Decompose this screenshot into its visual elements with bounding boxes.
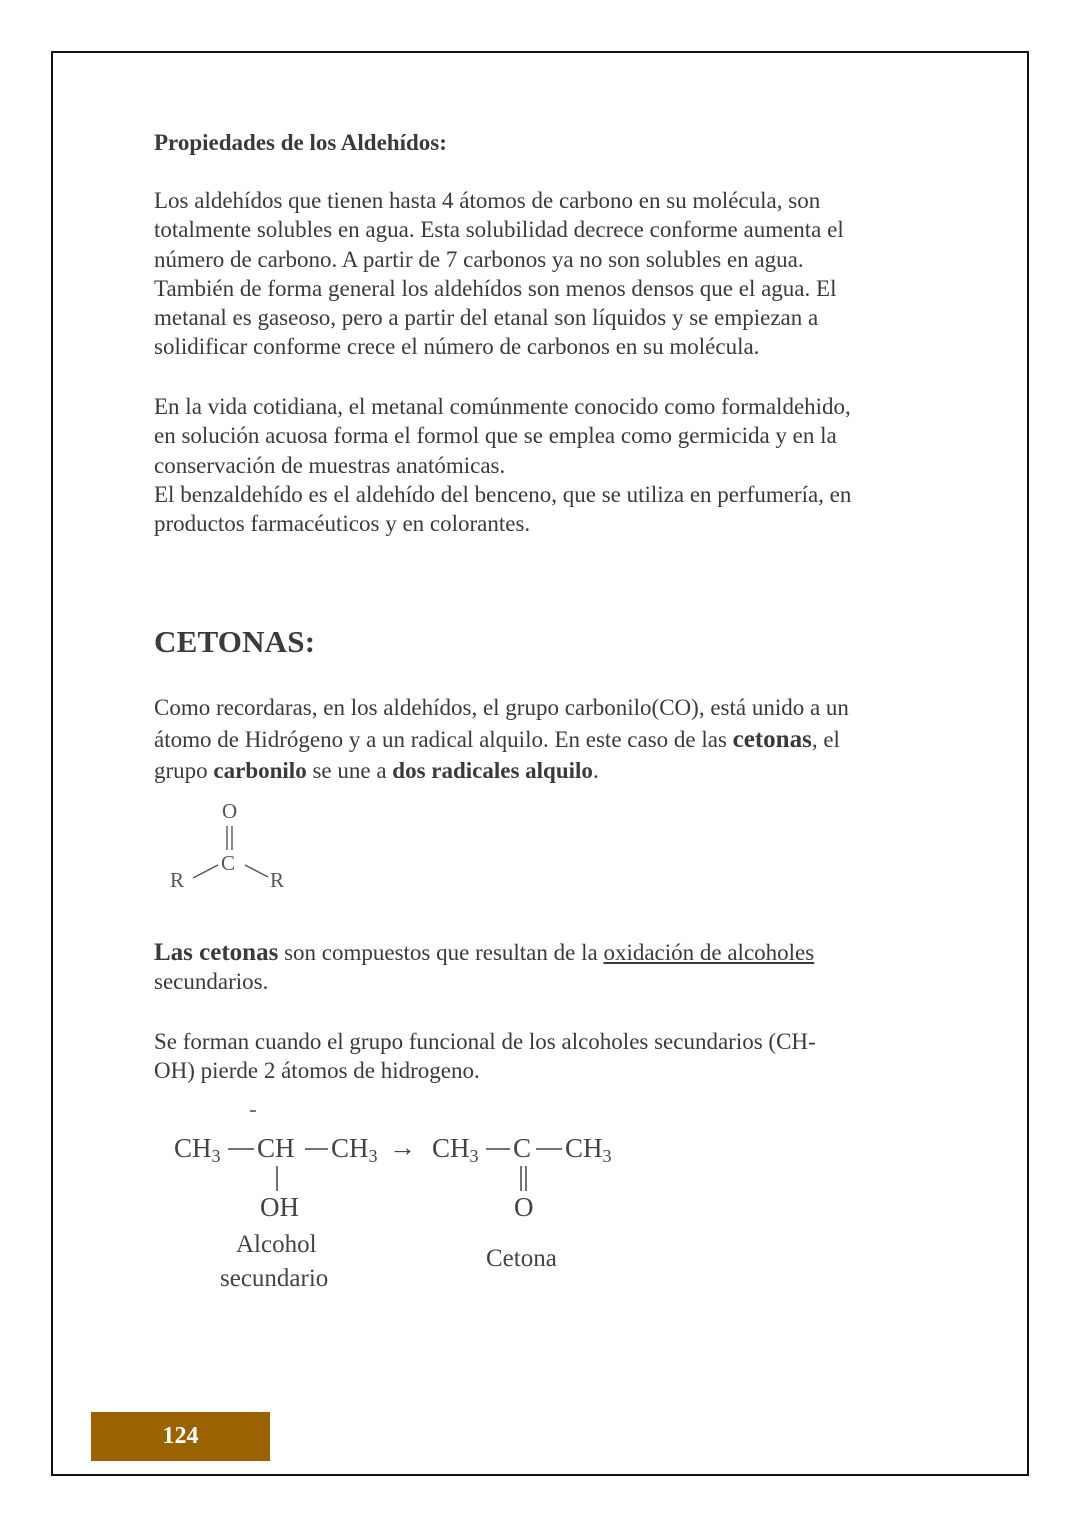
bold-term-dos-radicales: dos radicales alquilo [392, 758, 593, 783]
alcohol-label-line2: secundario [220, 1265, 329, 1292]
text-line: Los aldehídos que tienen hasta 4 átomos de carbono en su molécula, son [154, 188, 821, 213]
text-fragment: . [592, 758, 599, 783]
text-line: Se forman cuando el grupo funcional de los alcoholes secundarios (CH- [154, 1029, 816, 1054]
text-fragment: , el [811, 726, 840, 752]
aldehydes-properties-paragraph [154, 186, 844, 362]
text-line: en solución acuosa forma el formol que se emplea como germicida y en la [154, 423, 837, 449]
text-line [154, 938, 814, 967]
carbon-atom-label: C [221, 851, 236, 875]
underlined-term: oxidación de alcoholes [603, 940, 815, 965]
page-number-badge [91, 1412, 270, 1461]
text-line: solidificar conforme crece el número de carbonos en su molécula. [154, 334, 760, 360]
ketones-intro-paragraph [154, 692, 849, 787]
product-ch3-left: CH3 [432, 1133, 479, 1166]
reactant-ch3-left: CH3 [174, 1133, 221, 1166]
page-number: 124 [162, 1423, 199, 1449]
reactant-ch-center: CH [257, 1133, 295, 1163]
product-o-atom: O [514, 1192, 534, 1222]
ketone-label: Cetona [486, 1245, 557, 1272]
bold-term-carbonilo: carbonilo [213, 758, 307, 783]
product-c-center: C [513, 1133, 532, 1163]
text-line: totalmente solubles en agua. Esta solubilidad decrece conforme aumenta el [154, 217, 844, 243]
text-line [154, 724, 849, 756]
text-line: También de forma general los aldehídos son menos densos que el agua. El [154, 275, 837, 301]
bold-term-cetonas: cetonas [732, 725, 812, 753]
ketones-heading: CETONAS: [154, 624, 316, 659]
oxidation-reaction-diagram [168, 1108, 638, 1298]
text-line: metanal es gaseoso, pero a partir del etanal son líquidos y se empiezan a [154, 305, 819, 331]
text-line: El benzaldehído es el aldehído del benceno, que se utiliza en perfumería, en [154, 481, 852, 507]
text-line: Como recordaras, en los aldehídos, el grupo carbonilo(CO), está unido a un [154, 695, 849, 720]
text-line: OH) pierde 2 átomos de hidrogeno. [154, 1058, 480, 1084]
text-line: número de carbono. A partir de 7 carbonos ya no son solubles en agua. [154, 246, 804, 272]
oxygen-atom-label: O [222, 799, 238, 823]
text-fragment: se une a [306, 758, 393, 783]
text-line [154, 755, 849, 787]
text-fragment: átomo de Hidrógeno y a un radical alquilo. En este caso de las [154, 726, 733, 752]
bold-term-las-cetonas: Las cetonas [154, 939, 279, 966]
product-ch3-right: CH3 [565, 1133, 612, 1166]
r-group-right-label: R [270, 868, 285, 892]
text-fragment: grupo [154, 758, 214, 783]
text-line: productos farmacéuticos y en colorantes. [154, 511, 531, 537]
text-fragment: son compuestos que resultan de la [278, 940, 604, 965]
ketones-definition-paragraph [154, 938, 814, 997]
r-group-left-label: R [170, 868, 185, 892]
text-line: conservación de muestras anatómicas. [154, 452, 506, 478]
text-line: secundarios. [154, 969, 269, 995]
aldehydes-properties-subheading: Propiedades de los Aldehídos: [154, 130, 447, 155]
aldehydes-uses-paragraph [154, 392, 851, 538]
reaction-arrow: → [389, 1132, 416, 1162]
ketones-formation-paragraph [154, 1027, 816, 1086]
ketone-general-structure-diagram [160, 796, 300, 898]
text-line: En la vida cotidiana, el metanal comúnmente conocido como formaldehido, [154, 394, 851, 419]
reactant-oh-group: OH [260, 1192, 299, 1222]
alcohol-label-line1: Alcohol [236, 1231, 317, 1258]
reactant-ch3-right: CH3 [331, 1133, 378, 1166]
